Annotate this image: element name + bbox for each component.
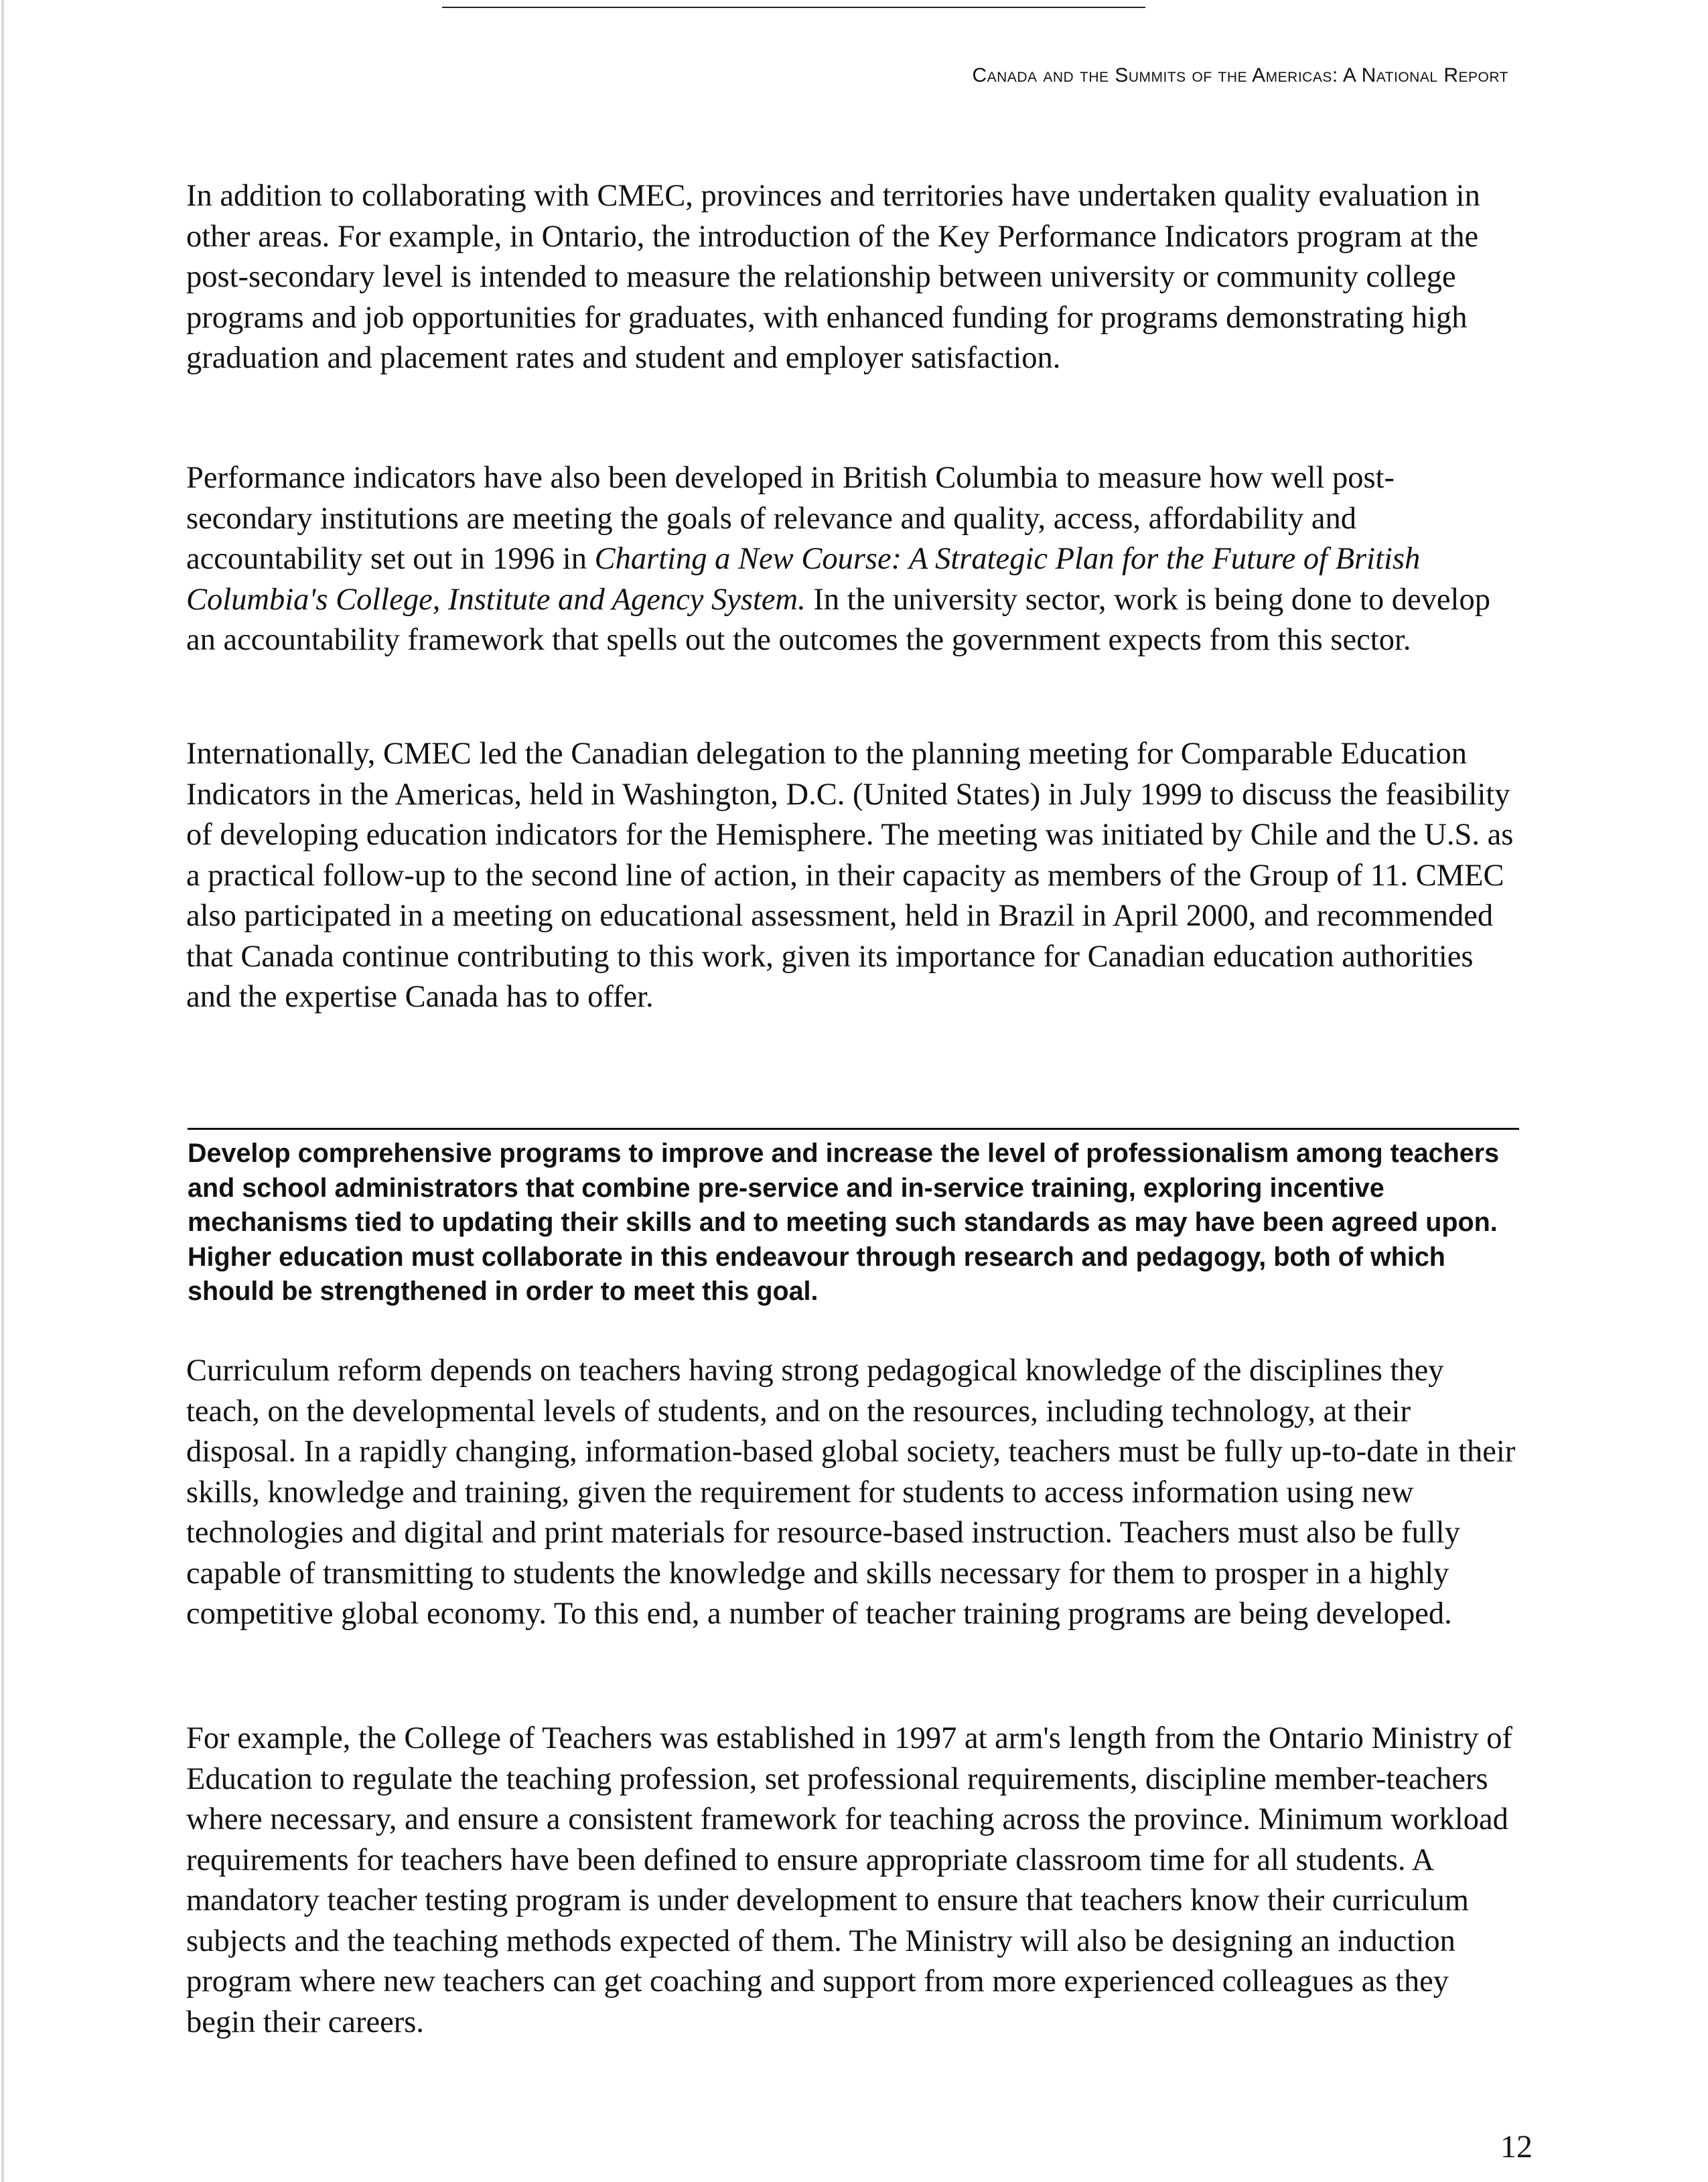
paragraph-text: Internationally, CMEC led the Canadian delegation to the planning meeting for Comparable Education Indicators in the Americas, held in Washington, D.C. (United States) in July 1999 to discuss the feasibility of developing education indicators for the Hemisphere. The meeting was initiated by Chile and the U.S. as a practical follow-up to the second line of action, in their capacity as members of the Group of 11. CMEC also participated in a meeting on educational assessment, held in Brazil in April 2000, and recommended that Canada continue contributing to this work, given its importance for Canadian education authorities and the expertise Canada has to offer.: [186, 737, 1514, 1014]
page-number: 12: [1500, 2129, 1533, 2165]
paragraph-ontario-kpi: [186, 176, 1519, 379]
paragraph-college-of-teachers: [186, 1719, 1519, 2043]
paragraph-text-part: Performance indicators have also been developed in British Columbia to measure how well post-secondary institutions are meeting the goals of relevance and quality, access, affordability and accountability set out in 1996 in: [186, 461, 1395, 576]
paragraph-international: [186, 734, 1519, 1018]
paragraph-text: For example, the College of Teachers was established in 1997 at arm's length from the Ontario Ministry of Education to regulate the teaching profession, set professional requirements, discipline member-teachers where necessary, and ensure a consistent framework for teaching across the province. Minimum workload requirements for teachers have been defined to ensure appropriate classroom time for all students. A mandatory teacher testing program is under development to ensure that teachers know their curriculum subjects and the teaching methods expected of them. The Ministry will also be designing an induction program where new teachers can get coaching and support from more experienced colleagues as they begin their careers.: [186, 1721, 1513, 2039]
paragraph-text: [186, 458, 1519, 661]
publication-title: Charting a New Course: A Strategic Plan for the Future of British Columbia's College, Institute and Agency System.: [186, 542, 1421, 617]
section-divider: [188, 1128, 1519, 1130]
paragraph-text: Curriculum reform depends on teachers having strong pedagogical knowledge of the disciplines they teach, on the developmental levels of students, and on the resources, including technology, at their disposal. In a rapidly changing, information-based global society, teachers must be fully up-to-date in their skills, knowledge and training, given the requirement for students to access information using new technologies and digital and print materials for resource-based instruction. Teachers must also be fully capable of transmitting to students the knowledge and skills necessary for them to prosper in a highly competitive global economy. To this end, a number of teacher training programs are being developed.: [186, 1354, 1516, 1631]
paragraph-text-part: In the university sector, work is being done to develop an accountability framework that spells out the outcomes the government expects from this sector.: [186, 582, 1490, 657]
top-rule: [442, 7, 1145, 8]
running-header: Canada and the Summits of the Americas: A National Report: [972, 64, 1508, 86]
paragraph-curriculum-reform: [186, 1351, 1519, 1635]
paragraph-bc-indicators: [186, 458, 1519, 661]
action-item-callout: Develop comprehensive programs to improve and increase the level of professionalism among teachers and school administrators that combine pre-service and in-service training, exploring incentive mechanisms tied to updating their skills and to meeting such standards as may have been agreed upon. Higher education must collaborate in this endeavour through research and pedagogy, both of which should be strengthened in order to meet this goal.: [188, 1139, 1500, 1306]
paragraph-text: In addition to collaborating with CMEC, provinces and territories have undertaken quality evaluation in other areas. For example, in Ontario, the introduction of the Key Performance Indicators program at the post-secondary level is intended to measure the relationship between university or community college programs and job opportunities for graduates, with enhanced funding for programs demonstrating high graduation and placement rates and student and employer satisfaction.: [186, 179, 1480, 375]
scan-edge: [1, 0, 4, 2182]
